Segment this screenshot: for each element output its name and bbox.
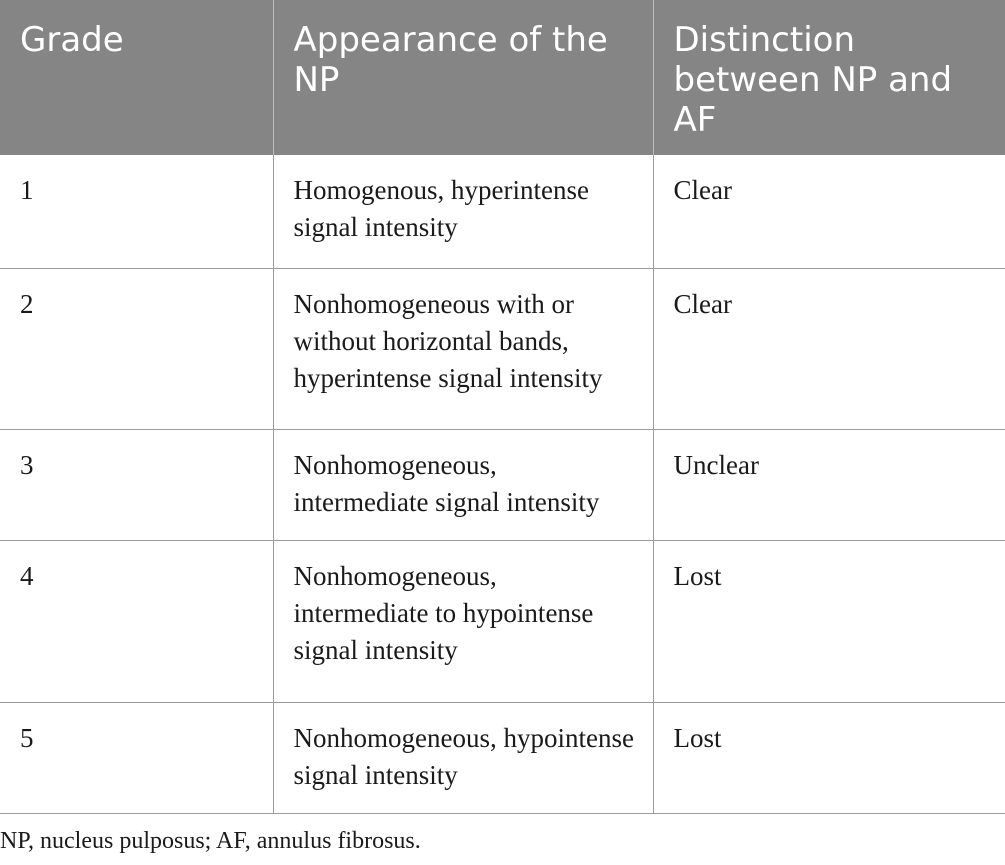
header-distinction: Distinction between NP and AF <box>653 0 1005 155</box>
table-row <box>0 702 1005 813</box>
cell-appearance: Homogenous, hyperintense signal intensity <box>273 155 653 268</box>
cell-grade: 2 <box>0 268 273 429</box>
cell-distinction: Lost <box>653 702 1005 813</box>
cell-distinction: Clear <box>653 155 1005 268</box>
header-grade: Grade <box>0 0 273 155</box>
table-row <box>0 540 1005 702</box>
cell-grade: 5 <box>0 702 273 813</box>
header-appearance: Appearance of the NP <box>273 0 653 155</box>
cell-appearance: Nonhomogeneous, intermediate signal intensity <box>273 429 653 540</box>
table-header <box>0 0 1005 155</box>
table-body <box>0 155 1005 813</box>
header-row <box>0 0 1005 155</box>
table-row <box>0 268 1005 429</box>
cell-grade: 1 <box>0 155 273 268</box>
cell-grade: 4 <box>0 540 273 702</box>
cell-distinction: Clear <box>653 268 1005 429</box>
cell-distinction: Lost <box>653 540 1005 702</box>
table-row <box>0 429 1005 540</box>
table-footnote: NP, nucleus pulposus; AF, annulus fibrosus. <box>0 828 421 854</box>
table-row <box>0 155 1005 268</box>
cell-distinction: Unclear <box>653 429 1005 540</box>
cell-appearance: Nonhomogeneous with or without horizontal bands, hyperintense signal intensity <box>273 268 653 429</box>
cell-grade: 3 <box>0 429 273 540</box>
cell-appearance: Nonhomogeneous, intermediate to hypointense signal intensity <box>273 540 653 702</box>
cell-appearance: Nonhomogeneous, hypointense signal intensity <box>273 702 653 813</box>
